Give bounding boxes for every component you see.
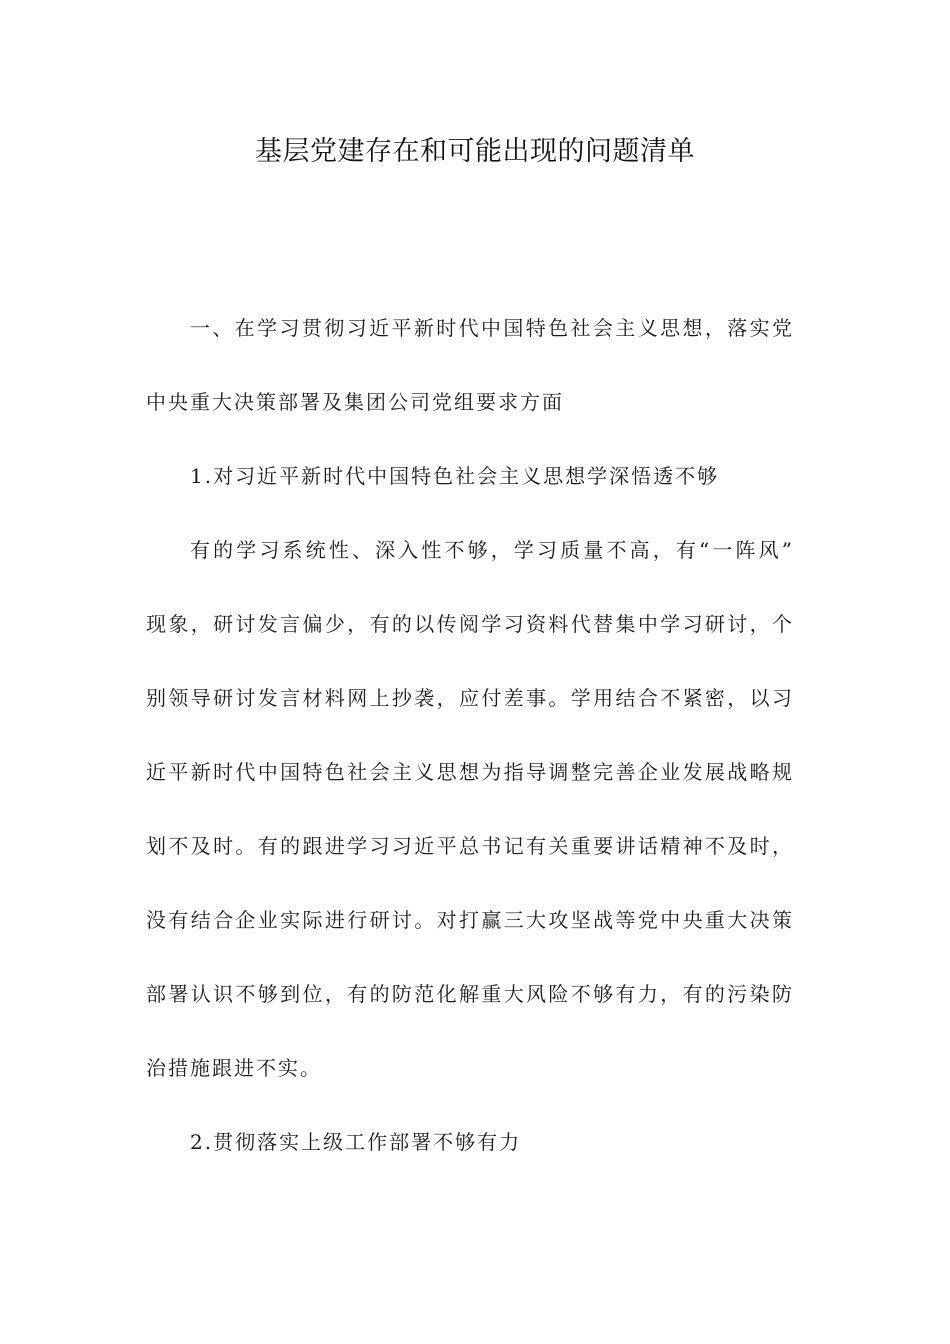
section-heading-line: 一、在学习贯彻习近平新时代中国特色社会主义思想，落实党 [190, 316, 794, 340]
paragraph-line: 划不及时。有的跟进学习习近平总书记有关重要讲话精神不及时， [146, 834, 794, 858]
section-heading-line: 中央重大决策部署及集团公司党组要求方面 [146, 390, 564, 414]
item-paragraph [146, 532, 794, 1087]
document-body [146, 310, 794, 1198]
paragraph-line: 近平新时代中国特色社会主义思想为指导调整完善企业发展战略规 [146, 760, 794, 784]
item-heading-text: 2.贯彻落实上级工作部署不够有力 [190, 1130, 522, 1154]
document-title: 基层党建存在和可能出现的问题清单 [255, 136, 695, 167]
paragraph-line: 有的学习系统性、深入性不够，学习质量不高，有“一阵风” [190, 538, 794, 562]
section-heading [146, 310, 794, 421]
paragraph-line: 没有结合企业实际进行研讨。对打赢三大攻坚战等党中央重大决策 [146, 908, 794, 932]
paragraph-line: 部署认识不够到位，有的防范化解重大风险不够有力，有的污染防 [146, 982, 794, 1006]
paragraph-line: 别领导研讨发言材料网上抄袭，应付差事。学用结合不紧密，以习 [146, 686, 794, 710]
item-heading [146, 1124, 794, 1161]
item-heading [146, 458, 794, 495]
paragraph-line: 现象，研讨发言偏少，有的以传阅学习资料代替集中学习研讨，个 [146, 612, 794, 636]
item-heading-text: 1.对习近平新时代中国特色社会主义思想学深悟透不够 [190, 464, 720, 488]
paragraph-line: 治措施跟进不实。 [146, 1056, 322, 1080]
